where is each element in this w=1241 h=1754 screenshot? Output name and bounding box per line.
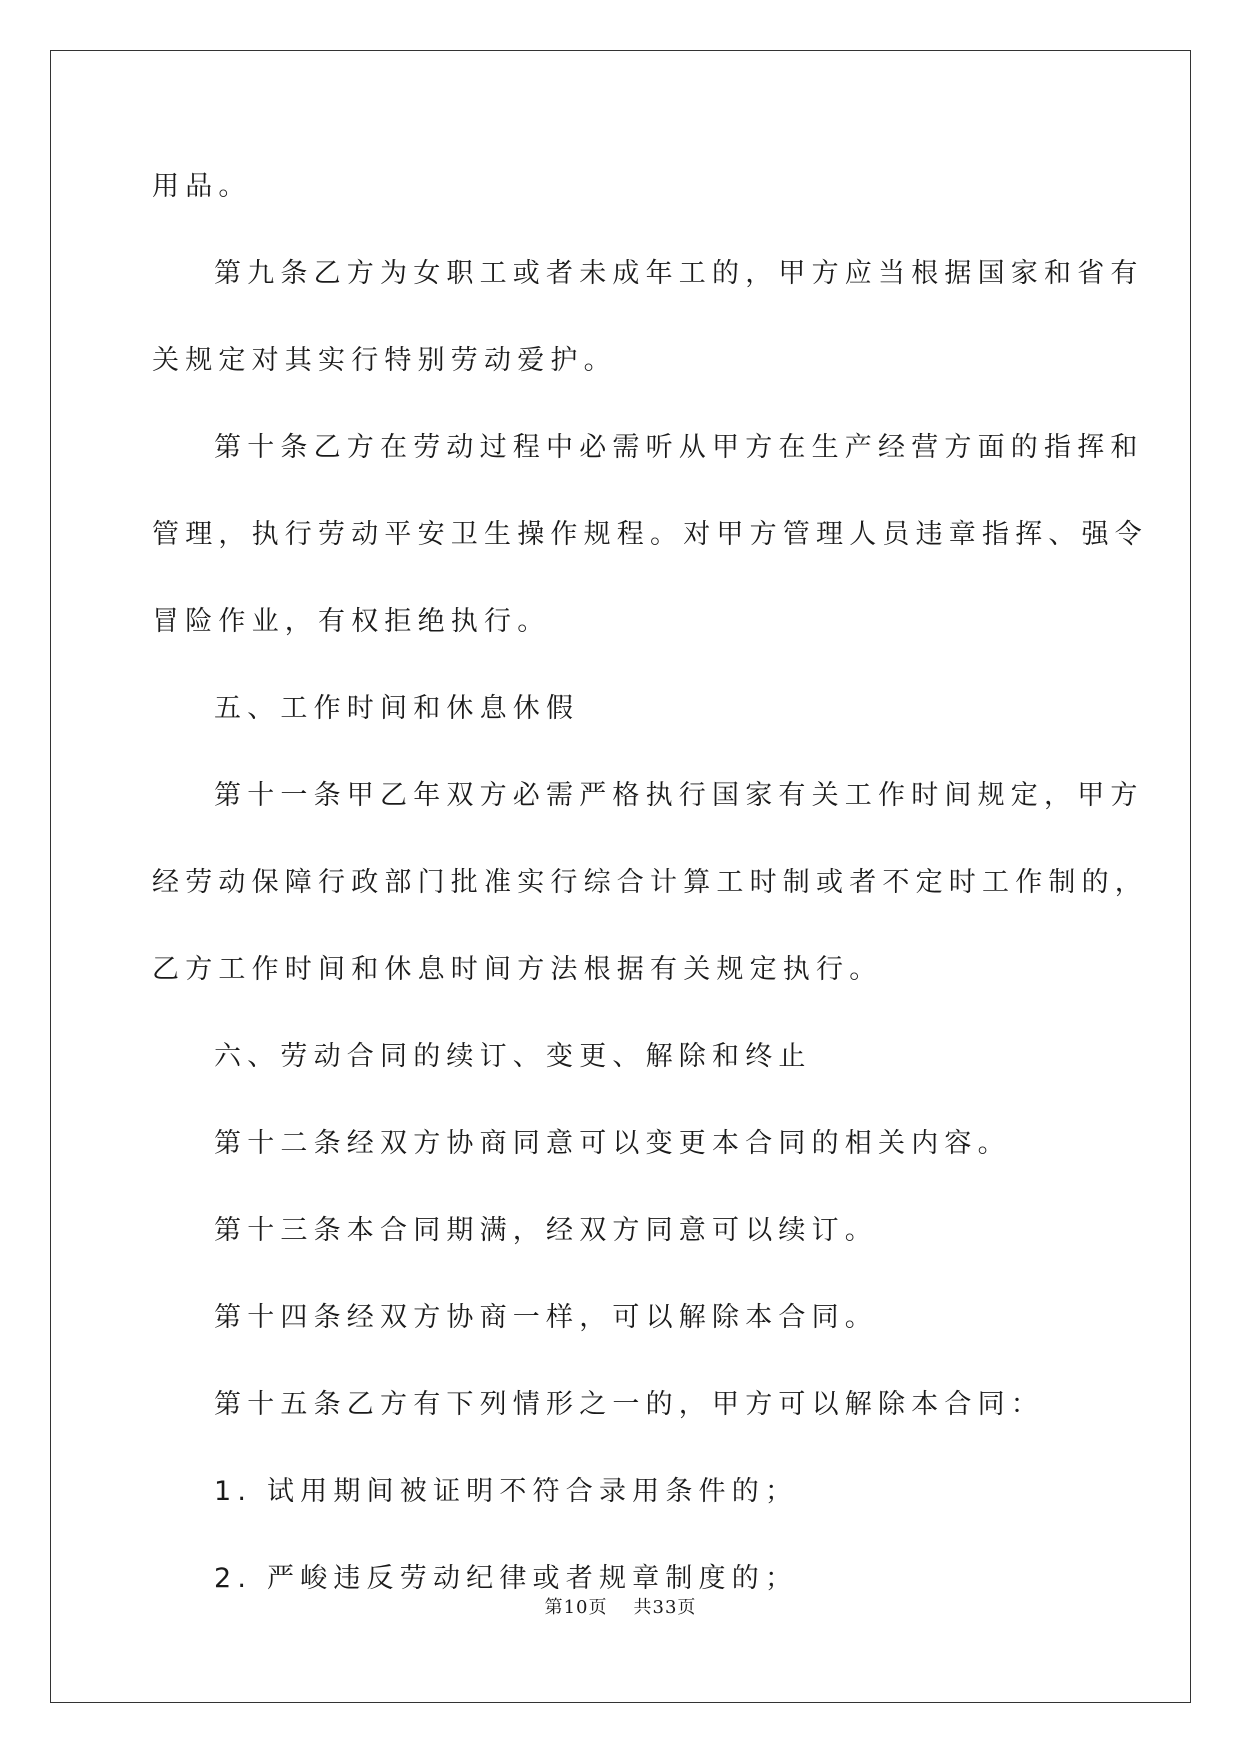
page-number: 第10页 [544, 1597, 608, 1618]
paragraph-line: 用品。 [152, 171, 252, 202]
paragraph-line: 第十二条经双方协商同意可以变更本合同的相关内容。 [214, 1128, 1011, 1159]
paragraph-line: 2. 严峻违反劳动纪律或者规章制度的； [214, 1563, 799, 1594]
paragraph [152, 251, 1144, 383]
paragraph [152, 686, 1092, 731]
paragraph [152, 1469, 1092, 1514]
paragraph-line: 第十五条乙方有下列情形之一的，甲方可以解除本合同： [214, 1389, 1044, 1420]
paragraph-line: 乙方工作时间和休息时间方法根据有关规定执行。 [152, 954, 883, 985]
paragraph-line: 第十条乙方在劳动过程中必需听从甲方在生产经营方面的指挥和 [214, 432, 1144, 463]
paragraph-line: 第九条乙方为女职工或者未成年工的，甲方应当根据国家和省有 [214, 258, 1144, 289]
paragraph-line: 关规定对其实行特别劳动爱护。 [152, 345, 617, 376]
paragraph [152, 773, 1148, 992]
page-total: 共33页 [633, 1597, 697, 1618]
paragraph [152, 1121, 1092, 1166]
paragraph-line: 经劳动保障行政部门批准实行综合计算工时制或者不定时工作制的， [152, 867, 1148, 898]
paragraph-line: 五、工作时间和休息休假 [214, 693, 580, 724]
paragraph [152, 1382, 1092, 1427]
paragraph-line: 第十四条经双方协商一样，可以解除本合同。 [214, 1302, 878, 1333]
page-footer [0, 1593, 1241, 1619]
paragraph-line: 第十三条本合同期满，经双方同意可以续订。 [214, 1215, 878, 1246]
paragraph-line: 1. 试用期间被证明不符合录用条件的； [214, 1476, 799, 1507]
paragraph-line: 六、劳动合同的续订、变更、解除和终止 [214, 1041, 812, 1072]
paragraph [152, 1208, 1092, 1253]
paragraph [152, 1295, 1092, 1340]
paragraph-line: 冒险作业，有权拒绝执行。 [152, 606, 551, 637]
paragraph [152, 1034, 1092, 1079]
paragraph-line: 管理，执行劳动平安卫生操作规程。对甲方管理人员违章指挥、强令 [152, 519, 1148, 550]
paragraph-line: 第十一条甲乙年双方必需严格执行国家有关工作时间规定，甲方 [214, 780, 1144, 811]
paragraph [152, 164, 1092, 209]
document-body [152, 164, 1148, 1643]
paragraph [152, 425, 1148, 644]
